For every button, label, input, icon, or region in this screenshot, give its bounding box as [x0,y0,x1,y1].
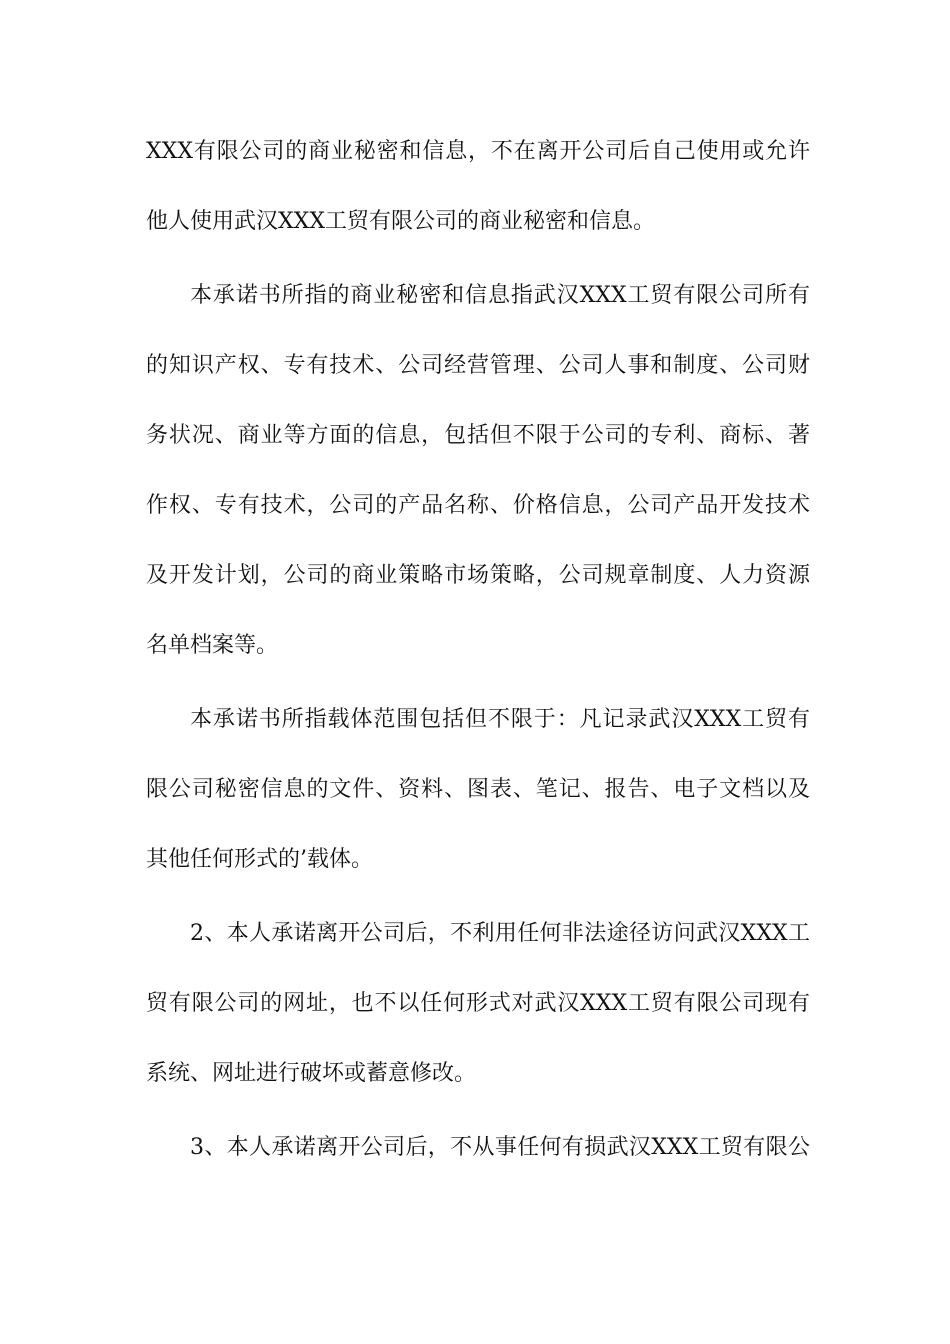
text-line: 的知识产权、专有技术、公司经营管理、公司人事和制度、公司财 [146,353,810,378]
text-line: 2、本人承诺离开公司后，不利用任何非法途径访问武汉XXX工 [190,921,810,946]
paragraph-trade-secret-definition [146,268,810,688]
paragraph-clause-2 [146,906,810,1116]
text-line: 3、本人承诺离开公司后，不从事任何有损武汉XXX工贸有限公 [190,1135,810,1160]
text-line: 其他任何形式的’载体。 [146,847,373,872]
paragraph-clause-3 [146,1120,810,1190]
text-line: 本承诺书所指的商业秘密和信息指武汉XXX工贸有限公司所有 [190,283,810,308]
text-line: 作权、专有技术，公司的产品名称、价格信息，公司产品开发技术 [146,493,810,518]
text-line: 本承诺书所指载体范围包括但不限于：凡记录武汉XXX工贸有 [190,707,810,732]
text-line: 及开发计划，公司的商业策略市场策略，公司规章制度、人力资源 [146,563,810,588]
text-line: 务状况、商业等方面的信息，包括但不限于公司的专利、商标、著 [146,423,810,448]
text-line: 他人使用武汉XXX工贸有限公司的商业秘密和信息。 [146,209,655,234]
text-line: 限公司秘密信息的文件、资料、图表、笔记、报告、电子文档以及 [146,777,810,802]
paragraph-carrier-scope [146,692,810,902]
paragraph-confidentiality-continued [146,124,810,264]
text-line: XXX有限公司的商业秘密和信息，不在离开公司后自己使用或允许 [146,139,810,164]
text-line: 名单档案等。 [146,633,279,658]
text-line: 系统、网址进行破坏或蓄意修改。 [146,1061,477,1086]
document-body [146,124,810,1190]
text-line: 贸有限公司的网址，也不以任何形式对武汉XXX工贸有限公司现有 [146,991,810,1016]
